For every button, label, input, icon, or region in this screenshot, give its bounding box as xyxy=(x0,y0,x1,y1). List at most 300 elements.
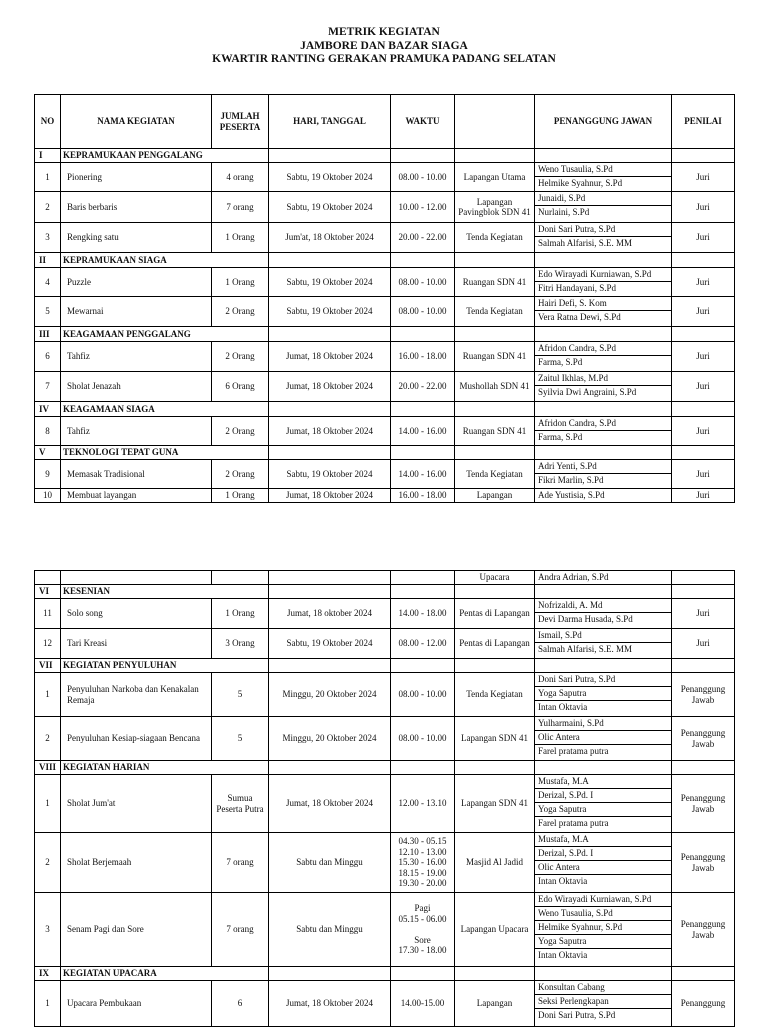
person-name: Yulharmaini, S.Pd xyxy=(535,717,671,731)
person-name: Farel pratama putra xyxy=(538,746,609,756)
cell-penanggung-jawab xyxy=(535,489,672,503)
document-title xyxy=(0,26,768,67)
person-name: Nurlaini, S.Pd xyxy=(538,207,590,217)
cell-nama-kegiatan: Tahfiz xyxy=(61,342,212,372)
cell-tempat: Ruangan SDN 41 xyxy=(455,417,535,446)
cell-jumlah-peserta: 4 orang xyxy=(212,163,269,192)
person-name: Konsultan Cabang xyxy=(535,981,671,995)
header-hari-tanggal: HARI, TANGGAL xyxy=(269,95,391,149)
empty-cell xyxy=(391,149,455,163)
cell-hari-tanggal: Sabtu, 19 Oktober 2024 xyxy=(269,163,391,192)
section-row xyxy=(35,967,735,981)
section-title: KESENIAN xyxy=(61,585,269,599)
cell-jumlah-peserta: 1 Orang xyxy=(212,599,269,629)
cell-nama-kegiatan: Senam Pagi dan Sore xyxy=(61,893,212,967)
cell-penanggung-jawab xyxy=(535,268,672,297)
cell-waktu: 20.00 - 22.00 xyxy=(391,372,455,402)
cell-tempat: Ruangan SDN 41 xyxy=(455,268,535,297)
cell-penilai: Penanggung Jawab xyxy=(672,833,735,893)
empty-cell xyxy=(535,327,672,342)
person-name: Doni Sari Putra, S.Pd xyxy=(535,223,671,237)
person-name: Syilvia Dwi Angraini, S.Pd xyxy=(538,387,637,397)
empty-cell xyxy=(672,761,735,775)
cell-nama-kegiatan: Tari Kreasi xyxy=(61,629,212,659)
empty-cell xyxy=(455,446,535,460)
cell-penanggung-jawab xyxy=(535,192,672,223)
cell-jumlah-peserta: 2 Orang xyxy=(212,460,269,489)
section-title: KEGIATAN PENYULUHAN xyxy=(61,659,269,673)
cell-penilai: Juri xyxy=(672,268,735,297)
cell-penanggung-jawab xyxy=(535,571,672,585)
cell-nama-kegiatan: Penyuluhan Kesiap-siagaan Bencana xyxy=(61,717,212,761)
section-title: KEGIATAN HARIAN xyxy=(61,761,269,775)
table-row xyxy=(35,223,735,253)
cell-jumlah-peserta: 2 Orang xyxy=(212,297,269,327)
person-name: Nofrizaldi, A. Md xyxy=(535,599,671,613)
cell-waktu: 08.00 - 10.00 xyxy=(391,268,455,297)
person-name: Seksi Perlengkapan xyxy=(535,995,671,1009)
cell-nama-kegiatan: Solo song xyxy=(61,599,212,629)
cell-penilai: Juri xyxy=(672,372,735,402)
cell-tempat: Upacara xyxy=(455,571,535,585)
person-name: Ismail, S.Pd xyxy=(535,629,671,643)
cell-tempat: Lapangan SDN 41 xyxy=(455,717,535,761)
cell-waktu: 08.00 - 10.00 xyxy=(391,163,455,192)
header-tempat xyxy=(455,95,535,149)
section-number: II xyxy=(35,253,61,268)
empty-cell xyxy=(455,967,535,981)
empty-cell xyxy=(672,402,735,417)
cell-no: 7 xyxy=(35,372,61,402)
person-name: Salmah Alfarisi, S.E. MM xyxy=(538,238,632,248)
person-name: Intan Oktavia xyxy=(538,876,588,886)
cell-no: 2 xyxy=(35,192,61,223)
empty-cell xyxy=(269,446,391,460)
empty-cell xyxy=(269,253,391,268)
cell-penilai: Penanggung Jawab xyxy=(672,775,735,833)
cell-no: 2 xyxy=(35,833,61,893)
person-name: Edo Wirayadi Kurniawan, S.Pd xyxy=(535,893,671,907)
cell-nama-kegiatan: Baris berbaris xyxy=(61,192,212,223)
cell-no: 9 xyxy=(35,460,61,489)
cell-jumlah-peserta: 7 orang xyxy=(212,192,269,223)
cell-nama-kegiatan: Tahfiz xyxy=(61,417,212,446)
cell-penilai: Juri xyxy=(672,417,735,446)
table-row xyxy=(35,893,735,967)
section-number: I xyxy=(35,149,61,163)
empty-cell xyxy=(269,327,391,342)
table-row xyxy=(35,297,735,327)
table-row xyxy=(35,489,735,503)
empty-cell xyxy=(672,149,735,163)
header-waktu: WAKTU xyxy=(391,95,455,149)
cell-penilai: Penanggung Jawab xyxy=(672,717,735,761)
person-name: Doni Sari Putra, S.Pd xyxy=(535,673,671,687)
table-row xyxy=(35,460,735,489)
table-row xyxy=(35,673,735,717)
cell-jumlah-peserta: 5 xyxy=(212,673,269,717)
empty-cell xyxy=(269,585,391,599)
table-row xyxy=(35,417,735,446)
cell-tempat: Tenda Kegiatan xyxy=(455,297,535,327)
cell-waktu: 16.00 - 18.00 xyxy=(391,342,455,372)
cell-nama-kegiatan: Penyuluhan Narkoba dan Kenakalan Remaja xyxy=(61,673,212,717)
person-name: Hairi Defi, S. Kom xyxy=(535,297,671,311)
table-row xyxy=(35,192,735,223)
table-row xyxy=(35,372,735,402)
cell-hari-tanggal: Jumat, 18 Oktober 2024 xyxy=(269,981,391,1027)
person-name: Adri Yenti, S.Pd xyxy=(535,460,671,474)
person-name: Fikri Marlin, S.Pd xyxy=(538,475,604,485)
empty-cell xyxy=(535,253,672,268)
cell-tempat: Lapangan Upacara xyxy=(455,893,535,967)
person-name: Junaidi, S.Pd xyxy=(535,192,671,206)
person-name: Helmike Syahnur, S.Pd xyxy=(535,921,671,935)
cell-waktu: 08.00 - 12.00 xyxy=(391,629,455,659)
empty-cell xyxy=(391,253,455,268)
cell-hari-tanggal: Jumat, 18 Oktober 2024 xyxy=(269,489,391,503)
empty-cell xyxy=(672,446,735,460)
cell-hari-tanggal: Sabtu, 19 Oktober 2024 xyxy=(269,268,391,297)
cell-waktu: 14.00-15.00 xyxy=(391,981,455,1027)
cell-penanggung-jawab xyxy=(535,599,672,629)
cell-hari-tanggal: Jumat, 18 Oktober 2024 xyxy=(269,342,391,372)
cell-jumlah-peserta: 6 Orang xyxy=(212,372,269,402)
table-row xyxy=(35,717,735,761)
cell-no: 1 xyxy=(35,775,61,833)
empty-cell xyxy=(269,149,391,163)
cell-waktu: 14.00 - 18.00 xyxy=(391,599,455,629)
empty-cell xyxy=(535,967,672,981)
activity-table-page-1 xyxy=(34,94,735,503)
section-row xyxy=(35,585,735,599)
person-name: Devi Darma Husada, S.Pd xyxy=(538,614,633,624)
cell-nama-kegiatan: Puzzle xyxy=(61,268,212,297)
person-name: Fitri Handayani, S.Pd xyxy=(538,283,616,293)
empty-cell xyxy=(391,761,455,775)
person-name: Weno Tusaulia, S.Pd xyxy=(535,163,671,177)
empty-cell xyxy=(391,327,455,342)
section-title: KEAGAMAAN PENGGALANG xyxy=(61,327,269,342)
empty-cell xyxy=(535,585,672,599)
cell-penanggung-jawab xyxy=(535,417,672,446)
cell-waktu: 14.00 - 16.00 xyxy=(391,460,455,489)
cell-penilai: Juri xyxy=(672,599,735,629)
cell-jumlah-peserta: Sumua Peserta Putra xyxy=(212,775,269,833)
cell-jumlah-peserta: 7 orang xyxy=(212,893,269,967)
empty-cell xyxy=(535,761,672,775)
table-row xyxy=(35,163,735,192)
title-line-1: METRIK KEGIATAN xyxy=(328,26,440,38)
cell-penilai: Penanggung Jawab xyxy=(672,673,735,717)
person-name: Afridon Candra, S.Pd xyxy=(535,417,671,431)
cell-no: 3 xyxy=(35,893,61,967)
cell-penanggung-jawab xyxy=(535,372,672,402)
section-row xyxy=(35,446,735,460)
cell-penilai: Juri xyxy=(672,489,735,503)
cell-tempat: Lapangan SDN 41 xyxy=(455,775,535,833)
empty-cell xyxy=(455,327,535,342)
cell-hari-tanggal: Minggu, 20 Oktober 2024 xyxy=(269,717,391,761)
cell-waktu: 16.00 - 18.00 xyxy=(391,489,455,503)
cell-tempat: Lapangan xyxy=(455,981,535,1027)
empty-cell xyxy=(269,402,391,417)
header-penilai: PENILAI xyxy=(672,95,735,149)
cell-penanggung-jawab xyxy=(535,717,672,761)
empty-cell xyxy=(455,149,535,163)
cell-waktu: 08.00 - 10.00 xyxy=(391,717,455,761)
cell-waktu: 08.00 - 10.00 xyxy=(391,297,455,327)
cell-nama-kegiatan: Sholat Jum'at xyxy=(61,775,212,833)
section-title: TEKNOLOGI TEPAT GUNA xyxy=(61,446,269,460)
cell-penanggung-jawab xyxy=(535,342,672,372)
cell-jumlah-peserta: 3 Orang xyxy=(212,629,269,659)
person-name: Intan Oktavia xyxy=(538,950,588,960)
cell-penanggung-jawab xyxy=(535,775,672,833)
person-name: Andra Adrian, S.Pd xyxy=(538,572,609,582)
cell-hari-tanggal: Jumat, 18 Oktober 2024 xyxy=(269,775,391,833)
cell-penilai: Juri xyxy=(672,460,735,489)
cell-hari-tanggal xyxy=(269,571,391,585)
cell-waktu: 12.00 - 13.10 xyxy=(391,775,455,833)
section-row xyxy=(35,149,735,163)
section-row xyxy=(35,402,735,417)
section-row xyxy=(35,253,735,268)
empty-cell xyxy=(391,659,455,673)
empty-cell xyxy=(672,585,735,599)
cell-no: 1 xyxy=(35,673,61,717)
empty-cell xyxy=(391,402,455,417)
person-name: Olic Antera xyxy=(535,731,671,745)
cell-nama-kegiatan: Sholat Berjemaah xyxy=(61,833,212,893)
cell-jumlah-peserta: 2 Orang xyxy=(212,342,269,372)
cell-jumlah-peserta: 1 Orang xyxy=(212,489,269,503)
cell-penanggung-jawab xyxy=(535,981,672,1027)
person-name: Afridon Candra, S.Pd xyxy=(535,342,671,356)
cell-hari-tanggal: Sabtu, 19 Oktober 2024 xyxy=(269,629,391,659)
cell-waktu: 20.00 - 22.00 xyxy=(391,223,455,253)
cell-tempat: Ruangan SDN 41 xyxy=(455,342,535,372)
person-name: Derizal, S.Pd. I xyxy=(535,789,671,803)
person-name: Zaitul Ikhlas, M.Pd xyxy=(535,372,671,386)
cell-penilai: Juri xyxy=(672,342,735,372)
cell-tempat: Tenda Kegiatan xyxy=(455,673,535,717)
person-name: Derizal, S.Pd. I xyxy=(535,847,671,861)
cell-no: 5 xyxy=(35,297,61,327)
empty-cell xyxy=(391,967,455,981)
cell-hari-tanggal: Sabtu, 19 Oktober 2024 xyxy=(269,192,391,223)
cell-jumlah-peserta xyxy=(212,571,269,585)
cell-penilai: Juri xyxy=(672,223,735,253)
cell-jumlah-peserta: 2 Orang xyxy=(212,417,269,446)
cell-nama-kegiatan: Mewarnai xyxy=(61,297,212,327)
title-line-2: JAMBORE DAN BAZAR SIAGA xyxy=(300,39,468,52)
cell-no: 3 xyxy=(35,223,61,253)
section-title: KEAGAMAAN SIAGA xyxy=(61,402,269,417)
empty-cell xyxy=(455,402,535,417)
section-number: VIII xyxy=(35,761,61,775)
cell-tempat: Lapangan Pavingblok SDN 41 xyxy=(455,192,535,223)
cell-hari-tanggal: Jumat, 18 oktober 2024 xyxy=(269,599,391,629)
cell-penilai xyxy=(672,571,735,585)
cell-nama-kegiatan: Rengking satu xyxy=(61,223,212,253)
section-number: VII xyxy=(35,659,61,673)
cell-nama-kegiatan: Membuat layangan xyxy=(61,489,212,503)
cell-no: 12 xyxy=(35,629,61,659)
cell-penilai: Penanggung xyxy=(672,981,735,1027)
cell-no: 1 xyxy=(35,981,61,1027)
cell-jumlah-peserta: 1 Orang xyxy=(212,223,269,253)
cell-jumlah-peserta: 5 xyxy=(212,717,269,761)
table-row xyxy=(35,775,735,833)
person-name: Weno Tusaulia, S.Pd xyxy=(535,907,671,921)
cell-penanggung-jawab xyxy=(535,629,672,659)
cell-penanggung-jawab xyxy=(535,460,672,489)
person-name: Olic Antera xyxy=(535,861,671,875)
section-number: IV xyxy=(35,402,61,417)
cell-penanggung-jawab xyxy=(535,673,672,717)
cell-no xyxy=(35,571,61,585)
section-number: III xyxy=(35,327,61,342)
section-row xyxy=(35,659,735,673)
empty-cell xyxy=(455,585,535,599)
cell-jumlah-peserta: 6 xyxy=(212,981,269,1027)
person-name: Edo Wirayadi Kurniawan, S.Pd xyxy=(535,268,671,282)
section-number: IX xyxy=(35,967,61,981)
cell-hari-tanggal: Minggu, 20 Oktober 2024 xyxy=(269,673,391,717)
cell-no: 4 xyxy=(35,268,61,297)
cell-waktu xyxy=(391,571,455,585)
empty-cell xyxy=(391,446,455,460)
cell-hari-tanggal: Jum'at, 18 Oktober 2024 xyxy=(269,223,391,253)
cell-jumlah-peserta: 1 Orang xyxy=(212,268,269,297)
cell-penilai: Penanggung Jawab xyxy=(672,893,735,967)
cell-jumlah-peserta: 7 orang xyxy=(212,833,269,893)
section-row xyxy=(35,327,735,342)
table-row xyxy=(35,342,735,372)
table-row xyxy=(35,981,735,1027)
cell-penilai: Juri xyxy=(672,192,735,223)
cell-hari-tanggal: Sabtu, 19 Oktober 2024 xyxy=(269,297,391,327)
cell-waktu: 08.00 - 10.00 xyxy=(391,673,455,717)
empty-cell xyxy=(672,659,735,673)
cell-penanggung-jawab xyxy=(535,223,672,253)
table-row xyxy=(35,833,735,893)
section-number: V xyxy=(35,446,61,460)
cell-waktu: Pagi 05.15 - 06.00 Sore 17.30 - 18.00 xyxy=(391,893,455,967)
table-row xyxy=(35,599,735,629)
person-name: Farma, S.Pd xyxy=(538,357,583,367)
section-title: KEPRAMUKAAN PENGGALANG xyxy=(61,149,269,163)
person-name: Doni Sari Putra, S.Pd xyxy=(538,1010,616,1020)
section-row xyxy=(35,761,735,775)
empty-cell xyxy=(455,659,535,673)
empty-cell xyxy=(672,327,735,342)
empty-cell xyxy=(455,253,535,268)
empty-cell xyxy=(455,761,535,775)
person-name: Yoga Saputra xyxy=(535,803,671,817)
cell-penilai: Juri xyxy=(672,163,735,192)
cell-no: 1 xyxy=(35,163,61,192)
empty-cell xyxy=(535,659,672,673)
cell-no: 10 xyxy=(35,489,61,503)
empty-cell xyxy=(269,761,391,775)
empty-cell xyxy=(535,149,672,163)
cell-hari-tanggal: Sabtu dan Minggu xyxy=(269,893,391,967)
cell-no: 8 xyxy=(35,417,61,446)
cell-hari-tanggal: Jumat, 18 Oktober 2024 xyxy=(269,417,391,446)
cell-nama-kegiatan: Sholat Jenazah xyxy=(61,372,212,402)
person-name: Yoga Saputra xyxy=(535,687,671,701)
header-no: NO xyxy=(35,95,61,149)
cell-hari-tanggal: Sabtu, 19 Oktober 2024 xyxy=(269,460,391,489)
table-row xyxy=(35,268,735,297)
cell-tempat: Lapangan Utama xyxy=(455,163,535,192)
cell-tempat: Mushollah SDN 41 xyxy=(455,372,535,402)
cell-waktu: 04.30 - 05.15 12.10 - 13.00 15.30 - 16.00 18.15 - 19.00 19.30 - 20.00 xyxy=(391,833,455,893)
empty-cell xyxy=(535,402,672,417)
cell-penanggung-jawab xyxy=(535,163,672,192)
section-number: VI xyxy=(35,585,61,599)
cell-no: 6 xyxy=(35,342,61,372)
cell-tempat: Lapangan xyxy=(455,489,535,503)
activity-table-page-2 xyxy=(34,570,735,1027)
empty-cell xyxy=(672,253,735,268)
cell-nama-kegiatan: Pionering xyxy=(61,163,212,192)
person-name: Helmike Syahnur, S.Pd xyxy=(538,178,623,188)
cell-tempat: Tenda Kegiatan xyxy=(455,460,535,489)
header-nama-kegiatan: NAMA KEGIATAN xyxy=(61,95,212,149)
cell-penilai: Juri xyxy=(672,297,735,327)
person-name: Salmah Alfarisi, S.E. MM xyxy=(538,644,632,654)
cell-tempat: Tenda Kegiatan xyxy=(455,223,535,253)
empty-cell xyxy=(535,446,672,460)
cell-nama-kegiatan: Upacara Pembukaan xyxy=(61,981,212,1027)
cell-penanggung-jawab xyxy=(535,893,672,967)
cell-penanggung-jawab xyxy=(535,297,672,327)
table-row xyxy=(35,629,735,659)
section-title: KEGIATAN UPACARA xyxy=(61,967,269,981)
cell-penanggung-jawab xyxy=(535,833,672,893)
cell-waktu: 14.00 - 16.00 xyxy=(391,417,455,446)
cell-nama-kegiatan: Memasak Tradisional xyxy=(61,460,212,489)
section-title: KEPRAMUKAAN SIAGA xyxy=(61,253,269,268)
cell-penilai: Juri xyxy=(672,629,735,659)
empty-cell xyxy=(391,585,455,599)
empty-cell xyxy=(269,659,391,673)
cell-hari-tanggal: Jumat, 18 Oktober 2024 xyxy=(269,372,391,402)
cell-tempat: Pentas di Lapangan xyxy=(455,629,535,659)
person-name: Mustafa, M.A xyxy=(535,833,671,847)
cell-no: 2 xyxy=(35,717,61,761)
cell-no: 11 xyxy=(35,599,61,629)
header-penanggung-jawab: PENANGGUNG JAWAN xyxy=(535,95,672,149)
cell-nama-kegiatan xyxy=(61,571,212,585)
person-name: Farel pratama putra xyxy=(538,818,609,828)
person-name: Vera Ratna Dewi, S.Pd xyxy=(538,312,621,322)
person-name: Mustafa, M.A xyxy=(535,775,671,789)
empty-cell xyxy=(672,967,735,981)
cell-waktu: 10.00 - 12.00 xyxy=(391,192,455,223)
title-line-3: KWARTIR RANTING GERAKAN PRAMUKA PADANG SELATAN xyxy=(212,53,556,65)
person-name: Yoga Saputra xyxy=(535,935,671,949)
cell-tempat: Pentas di Lapangan xyxy=(455,599,535,629)
person-name: Farma, S.Pd xyxy=(538,432,583,442)
cell-hari-tanggal: Sabtu dan Minggu xyxy=(269,833,391,893)
empty-cell xyxy=(269,967,391,981)
cell-tempat: Masjid Al Jadid xyxy=(455,833,535,893)
person-name: Ade Yustisia, S.Pd xyxy=(538,490,605,500)
